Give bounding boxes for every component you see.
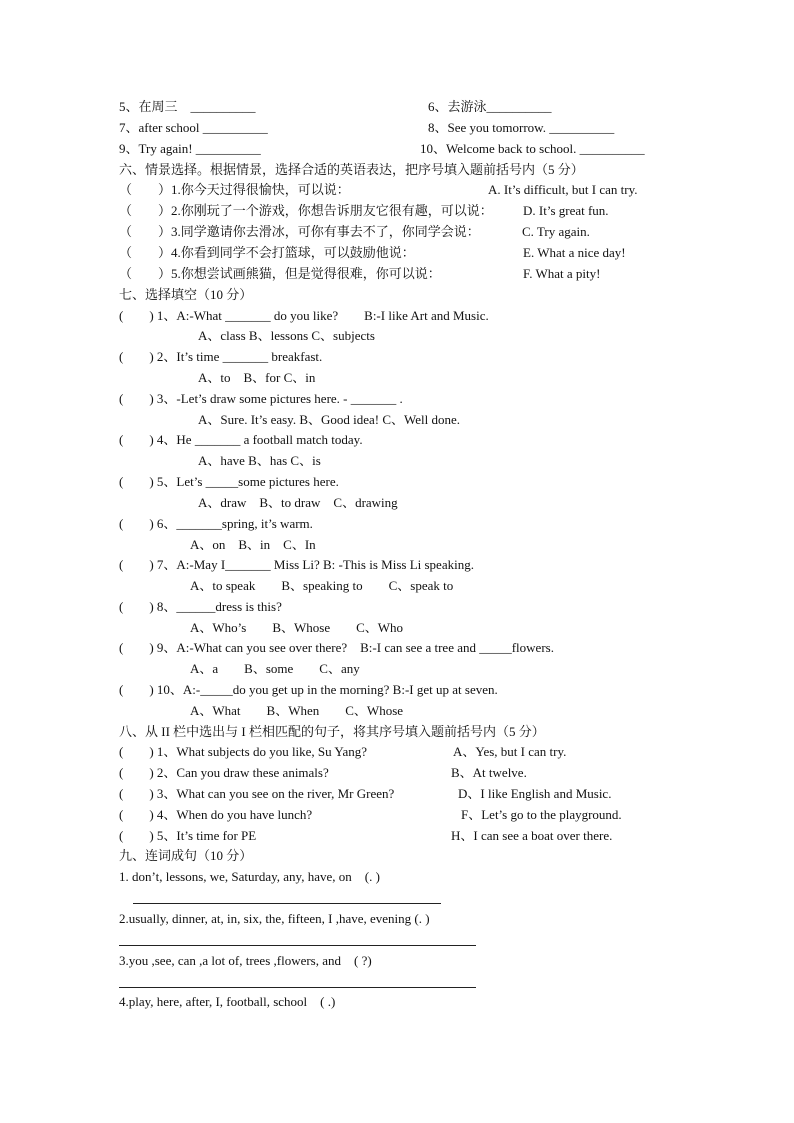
- s8-option-f: F、Let’s go to the playground.: [461, 807, 622, 822]
- s7-options-6: A、on B、in C、In: [190, 537, 316, 552]
- s8-question-5: ( ) 5、It’s time for PE: [119, 828, 257, 843]
- s7-question-1: ( ) 1、A:-What _______ do you like? B:-I like Art and Music.: [119, 308, 489, 323]
- vocab-item-8: 8、See you tomorrow. __________: [428, 120, 615, 135]
- s6-question-5: （ ）5.你想尝试画熊猫，但是觉得很难，你可以说：: [119, 266, 441, 281]
- s9-question-4: 4.play, here, after, I, football, school ( .): [119, 994, 336, 1009]
- s7-question-3: ( ) 3、-Let’s draw some pictures here. - _______ .: [119, 391, 403, 406]
- s7-options-7: A、to speak B、speaking to C、speak to: [190, 578, 454, 593]
- s7-question-2: ( ) 2、It’s time _______ breakfast.: [119, 349, 323, 364]
- s6-option-c: C. Try again.: [522, 224, 590, 239]
- vocab-item-10: 10、Welcome back to school. __________: [420, 141, 645, 156]
- s7-question-5: ( ) 5、Let’s _____some pictures here.: [119, 474, 339, 489]
- s6-option-e: E. What a nice day!: [523, 245, 626, 260]
- s6-question-4: （ ）4.你看到同学不会打篮球，可以鼓励他说：: [119, 245, 415, 260]
- vocab-item-6: 6、去游泳__________: [428, 99, 552, 114]
- s8-option-h: H、I can see a boat over there.: [451, 828, 613, 843]
- s7-question-6: ( ) 6、_______spring, it’s warm.: [119, 516, 313, 531]
- s6-option-a: A. It’s difficult, but I can try.: [488, 182, 638, 197]
- section-7-heading: 七、选择填空（10 分）: [119, 287, 253, 302]
- s7-options-9: A、a B、some C、any: [190, 661, 360, 676]
- s8-option-d: D、I like English and Music.: [458, 786, 612, 801]
- s7-options-1: A、class B、lessons C、subjects: [198, 328, 375, 343]
- s9-answer-line-1[interactable]: [133, 903, 441, 904]
- vocab-item-7: 7、after school __________: [119, 120, 268, 135]
- s7-question-8: ( ) 8、______dress is this?: [119, 599, 282, 614]
- section-8-heading: 八、从 II 栏中选出与 I 栏相匹配的句子，将其序号填入题前括号内（5 分）: [119, 724, 545, 739]
- s6-option-f: F. What a pity!: [523, 266, 601, 281]
- s7-question-9: ( ) 9、A:-What can you see over there? B:-I can see a tree and _____flowers.: [119, 640, 554, 655]
- s6-question-1: （ ）1.你今天过得很愉快，可以说：: [119, 182, 350, 197]
- section-6-heading: 六、情景选择。根据情景，选择合适的英语表达，把序号填入题前括号内（5 分）: [119, 162, 584, 177]
- s9-question-1: 1. don’t, lessons, we, Saturday, any, have, on (. ): [119, 869, 380, 884]
- s8-question-2: ( ) 2、Can you draw these animals?: [119, 765, 329, 780]
- vocab-item-5: 5、在周三 __________: [119, 99, 256, 114]
- s7-options-3: A、Sure. It’s easy. B、Good idea! C、Well done.: [198, 412, 461, 427]
- s7-options-10: A、What B、When C、Whose: [190, 703, 404, 718]
- s7-question-7: ( ) 7、A:-May I_______ Miss Li? B: -This is Miss Li speaking.: [119, 557, 474, 572]
- s9-question-2: 2.usually, dinner, at, in, six, the, fifteen, I ,have, evening (. ): [119, 911, 430, 926]
- s7-question-4: ( ) 4、He _______ a football match today.: [119, 432, 363, 447]
- s8-question-1: ( ) 1、What subjects do you like, Su Yang?: [119, 744, 368, 759]
- s6-option-d: D. It’s great fun.: [523, 203, 609, 218]
- section-9-heading: 九、连词成句（10 分）: [119, 848, 253, 863]
- s7-options-2: A、to B、for C、in: [198, 370, 316, 385]
- s7-options-8: A、Who’s B、Whose C、Who: [190, 620, 404, 635]
- s9-answer-line-3[interactable]: [119, 987, 476, 988]
- s8-option-b: B、At twelve.: [451, 765, 527, 780]
- vocab-item-9: 9、Try again! __________: [119, 141, 261, 156]
- s9-answer-line-2[interactable]: [119, 945, 476, 946]
- s6-question-3: （ ）3.同学邀请你去滑冰，可你有事去不了，你同学会说：: [119, 224, 480, 239]
- s6-question-2: （ ）2.你刚玩了一个游戏，你想告诉朋友它很有趣，可以说：: [119, 203, 493, 218]
- s8-question-3: ( ) 3、What can you see on the river, Mr Green?: [119, 786, 395, 801]
- s7-question-10: ( ) 10、A:-_____do you get up in the morning? B:-I get up at seven.: [119, 682, 498, 697]
- s9-question-3: 3.you ,see, can ,a lot of, trees ,flowers, and ( ?): [119, 953, 372, 968]
- s7-options-4: A、have B、has C、is: [198, 453, 321, 468]
- s7-options-5: A、draw B、to draw C、drawing: [198, 495, 398, 510]
- s8-option-a: A、Yes, but I can try.: [453, 744, 567, 759]
- s8-question-4: ( ) 4、When do you have lunch?: [119, 807, 313, 822]
